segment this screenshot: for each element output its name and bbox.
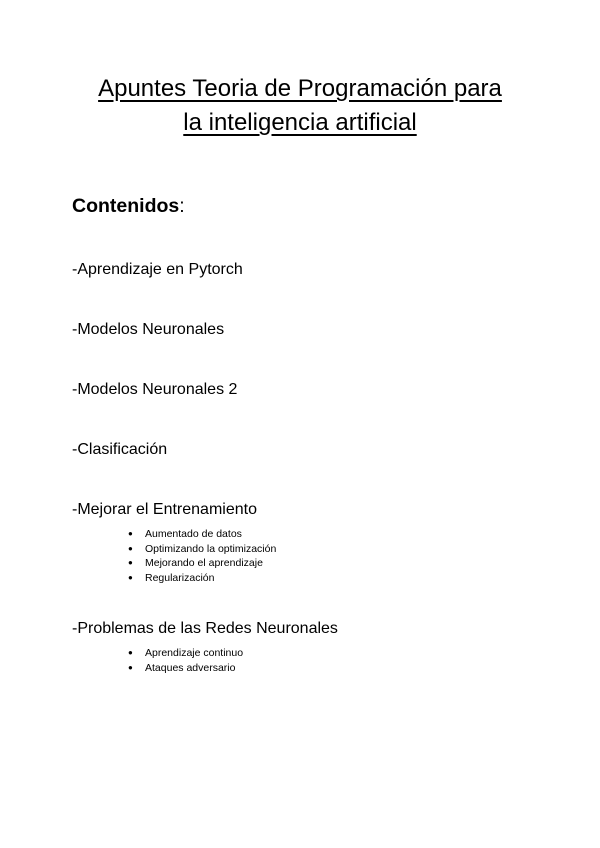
list-item	[128, 661, 243, 676]
list-item-label: Aumentado de datos	[145, 528, 242, 540]
list-item	[128, 556, 276, 571]
list-item	[128, 542, 276, 557]
contents-heading-colon: :	[179, 195, 185, 217]
bullet-icon: ●	[128, 572, 133, 582]
section-modelos-neuronales: -Modelos Neuronales	[72, 321, 225, 338]
section-modelos-neuronales-2: -Modelos Neuronales 2	[72, 381, 238, 398]
problemas-redes-list	[128, 646, 243, 675]
mejorar-entrenamiento-list	[128, 527, 276, 585]
list-item	[128, 527, 276, 542]
bullet-icon: ●	[128, 662, 133, 672]
list-item-label: Aprendizaje continuo	[145, 647, 244, 659]
section-problemas-redes: -Problemas de las Redes Neuronales	[72, 620, 338, 637]
section-clasificacion: -Clasificación	[72, 441, 168, 458]
list-item-label: Ataques adversario	[145, 661, 236, 674]
contents-heading	[72, 194, 185, 218]
document-title	[40, 72, 560, 140]
contents-heading-label: Contenidos	[72, 195, 180, 217]
title-line-2: la inteligencia artificial	[183, 109, 417, 136]
section-aprendizaje-pytorch: -Aprendizaje en Pytorch	[72, 261, 243, 278]
list-item-label: Mejorando el aprendizaje	[145, 557, 263, 569]
list-item	[128, 646, 243, 661]
list-item-label: Regularización	[145, 571, 215, 584]
list-item-label: Optimizando la optimización	[145, 542, 277, 555]
bullet-icon: ●	[128, 558, 133, 567]
bullet-icon: ●	[128, 543, 133, 553]
section-mejorar-entrenamiento: -Mejorar el Entrenamiento	[72, 501, 257, 518]
bullet-icon: ●	[128, 648, 133, 657]
list-item	[128, 571, 276, 586]
title-line-1: Apuntes Teoria de Programación para	[98, 75, 502, 102]
bullet-icon: ●	[128, 529, 133, 538]
